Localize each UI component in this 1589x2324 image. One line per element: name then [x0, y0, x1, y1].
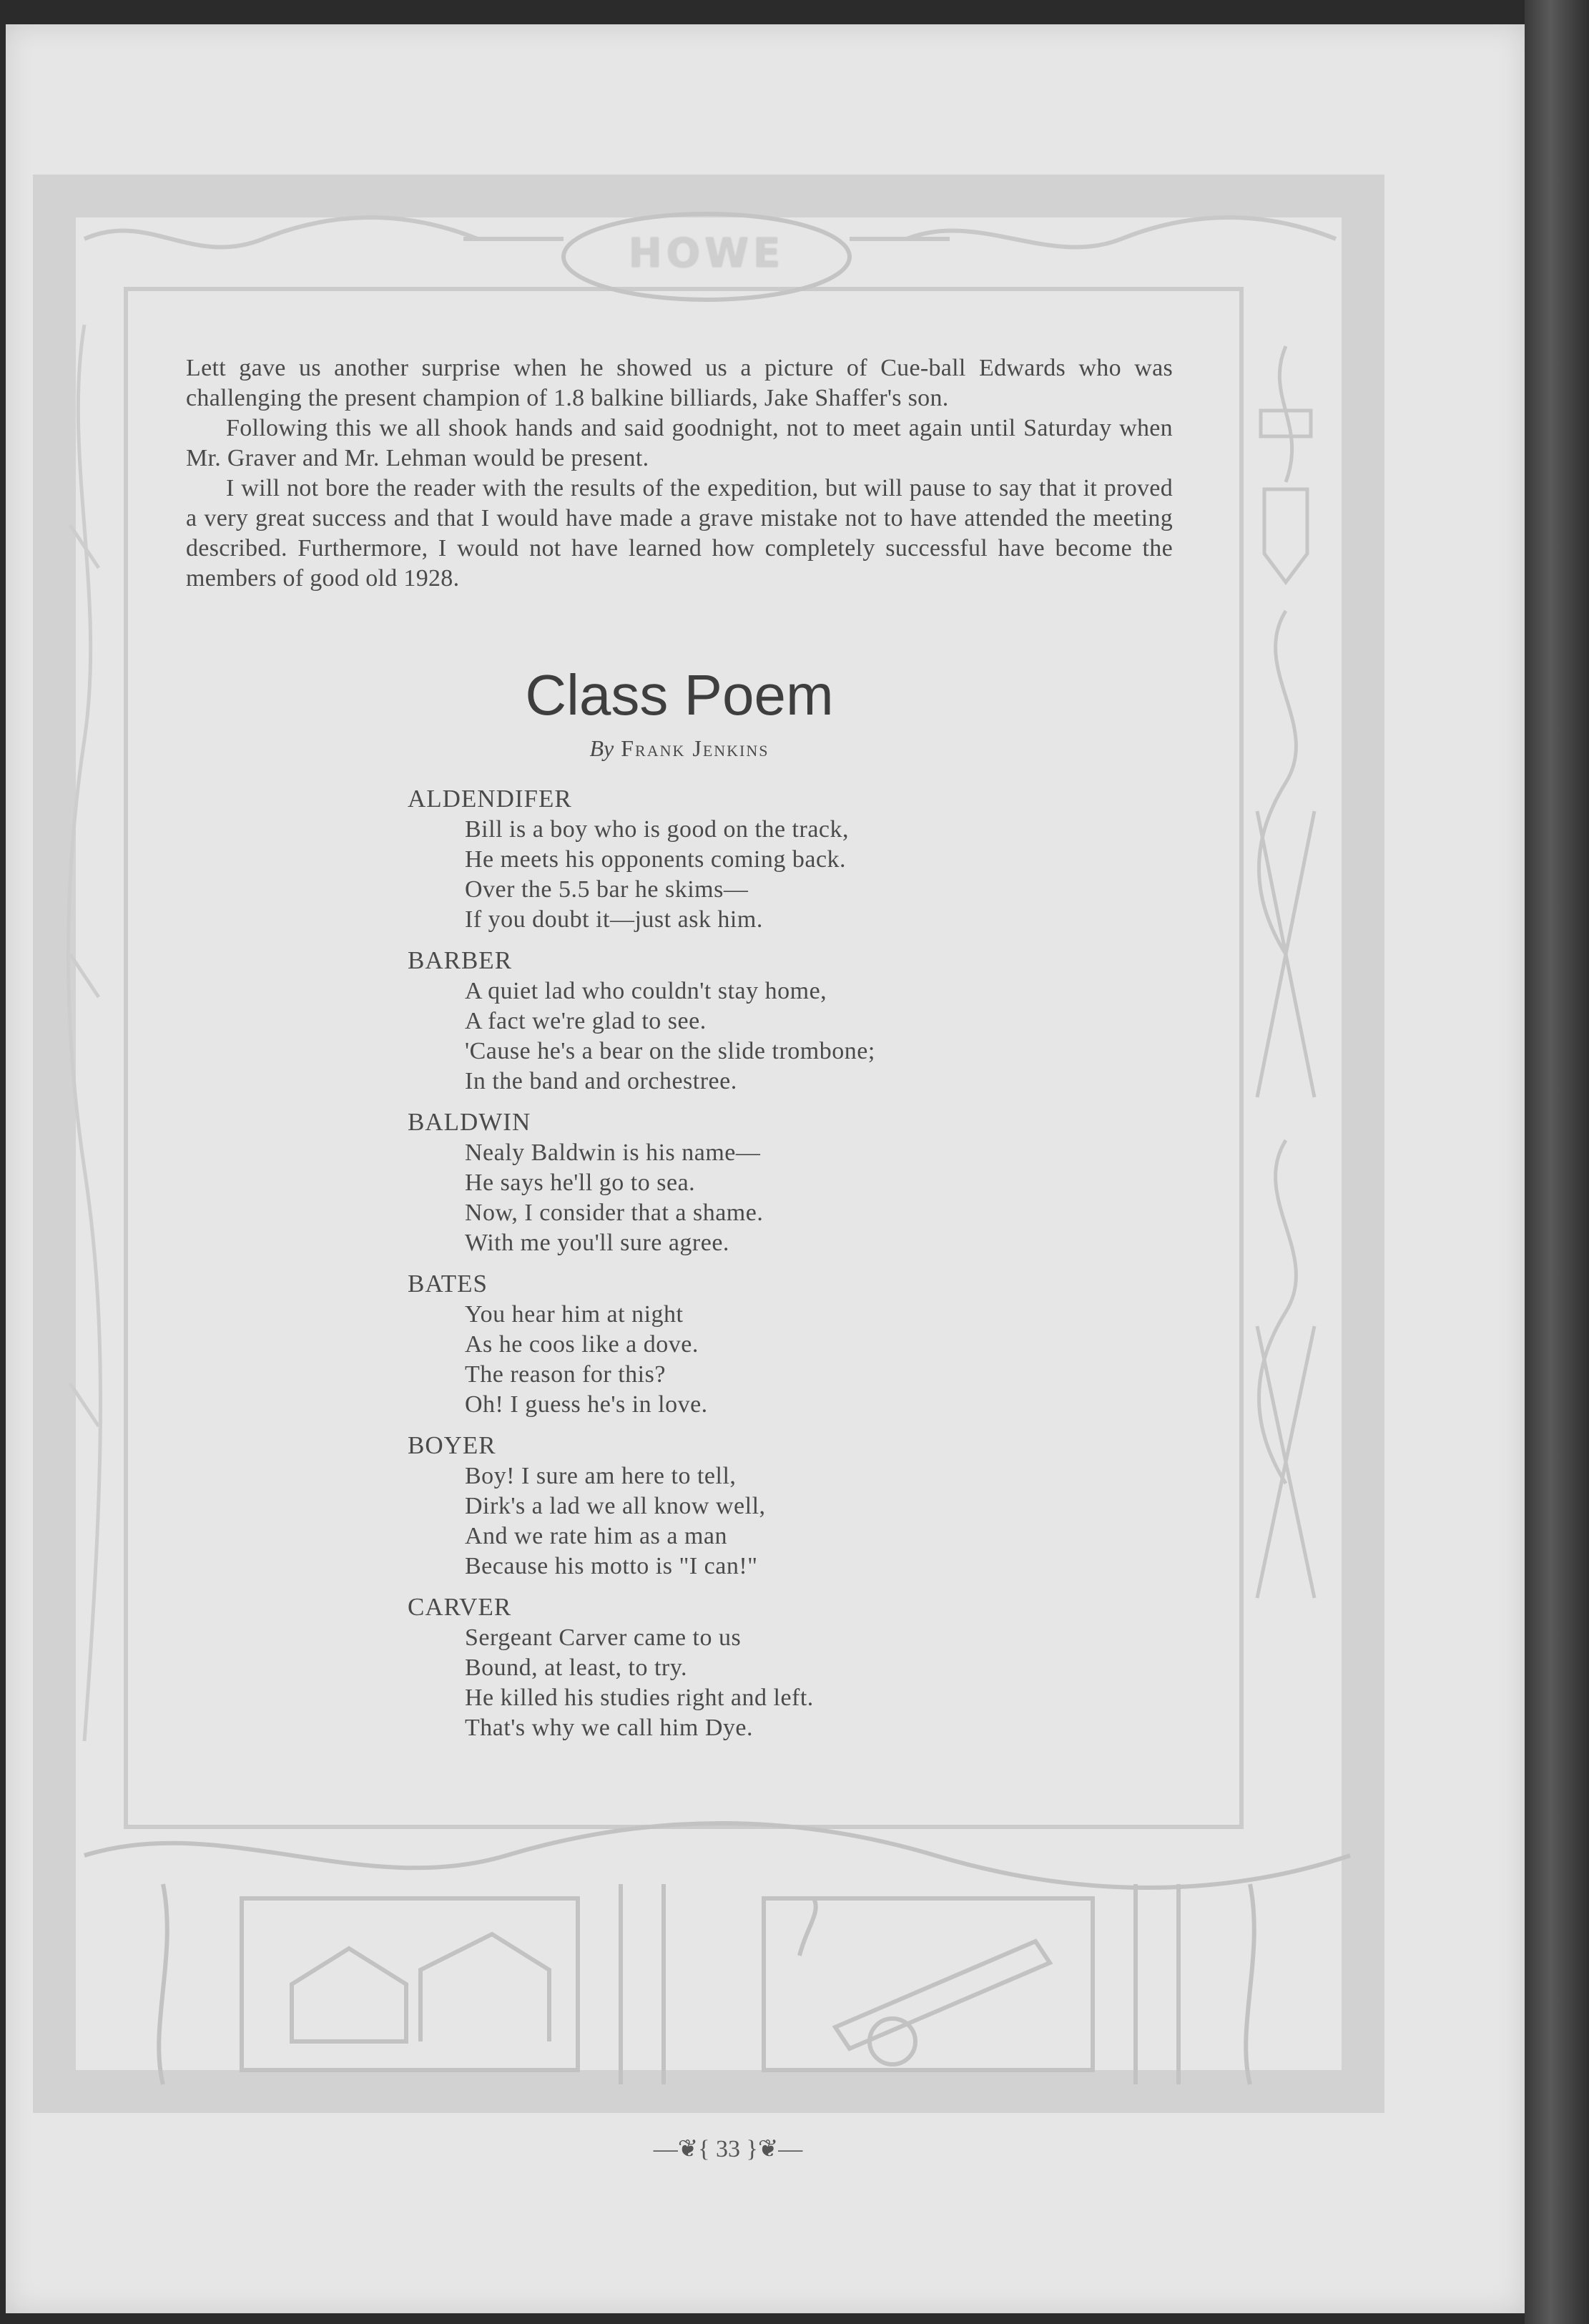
- poem-line: Bill is a boy who is good on the track,: [465, 816, 850, 843]
- stanza: [408, 783, 1173, 935]
- page-content: [186, 353, 1173, 1753]
- page-number-value: 33: [716, 2136, 740, 2162]
- poem-line: Dirk's a lad we all know well,: [465, 1493, 766, 1519]
- stanza-name: BATES: [408, 1270, 488, 1298]
- poem-line: That's why we call him Dye.: [465, 1715, 753, 1741]
- stanza-name: CARVER: [408, 1593, 512, 1621]
- stanza: [408, 1592, 1173, 1743]
- poem-title: Class Poem: [525, 663, 834, 727]
- ornament-right-icon: }❦—: [740, 2136, 803, 2162]
- poem-line: Nealy Baldwin is his name—: [465, 1139, 761, 1166]
- poem-byline: [186, 735, 1173, 762]
- stanza: [408, 1268, 1173, 1420]
- poem-line: He says he'll go to sea.: [465, 1170, 696, 1196]
- stanza-name: BOYER: [408, 1431, 496, 1459]
- book-page: [6, 24, 1525, 2313]
- stanza-name: BARBER: [408, 946, 513, 974]
- poem-line: Now, I consider that a shame.: [465, 1200, 764, 1226]
- poem-line: A quiet lad who couldn't stay home,: [465, 978, 827, 1004]
- poem-line: In the band and orchestree.: [465, 1068, 737, 1094]
- page-number: [621, 2134, 835, 2163]
- stanza: [408, 1107, 1173, 1258]
- stanza: [408, 945, 1173, 1097]
- stanza-name: BALDWIN: [408, 1108, 531, 1136]
- poem-line: Because his motto is "I can!": [465, 1553, 758, 1579]
- poem-line: A fact we're glad to see.: [465, 1008, 707, 1034]
- poem-line: Bound, at least, to try.: [465, 1654, 688, 1681]
- stanza: [408, 1430, 1173, 1582]
- poem-line: Sergeant Carver came to us: [465, 1624, 742, 1651]
- banner-title: HOWE: [628, 230, 785, 277]
- poem-line: And we rate him as a man: [465, 1523, 727, 1549]
- poem-line: Over the 5.5 bar he skims—: [465, 876, 749, 903]
- poem-line: Boy! I sure am here to tell,: [465, 1463, 737, 1489]
- stanza-name: ALDENDIFER: [408, 785, 572, 813]
- poem-line: You hear him at night: [465, 1301, 684, 1328]
- poem-author: Frank Jenkins: [621, 735, 769, 761]
- poem-line: The reason for this?: [465, 1361, 666, 1388]
- poem-line: 'Cause he's a bear on the slide trombone;: [465, 1038, 875, 1064]
- book-spine: [1525, 0, 1589, 2324]
- poem-line: As he coos like a dove.: [465, 1331, 699, 1358]
- poem-line: He killed his studies right and left.: [465, 1685, 814, 1711]
- poem-line: He meets his opponents coming back.: [465, 846, 847, 873]
- poem-line: Oh! I guess he's in love.: [465, 1391, 708, 1418]
- poem-line: If you doubt it—just ask him.: [465, 906, 763, 933]
- prose-paragraph: I will not bore the reader with the results of the expedition, but will pause to say that it proved a very great success and that I would have made a grave mistake not to have attended the meeting described. Furthermore, I would not have learned how completely successful have become the members of good old 1928.: [186, 475, 1173, 592]
- poem-line: With me you'll sure agree.: [465, 1230, 729, 1256]
- byline-prefix: By: [589, 735, 614, 761]
- ornament-left-icon: —❦{: [653, 2136, 716, 2162]
- prose-block: [186, 353, 1173, 594]
- prose-paragraph: Lett gave us another surprise when he showed us a picture of Cue-ball Edwards who was challenging the present champion of 1.8 balkine billiards, Jake Shaffer's son.: [186, 355, 1173, 411]
- prose-paragraph: Following this we all shook hands and said goodnight, not to meet again until Saturday when Mr. Graver and Mr. Lehman would be present.: [186, 415, 1173, 471]
- poem-body: [408, 783, 1173, 1743]
